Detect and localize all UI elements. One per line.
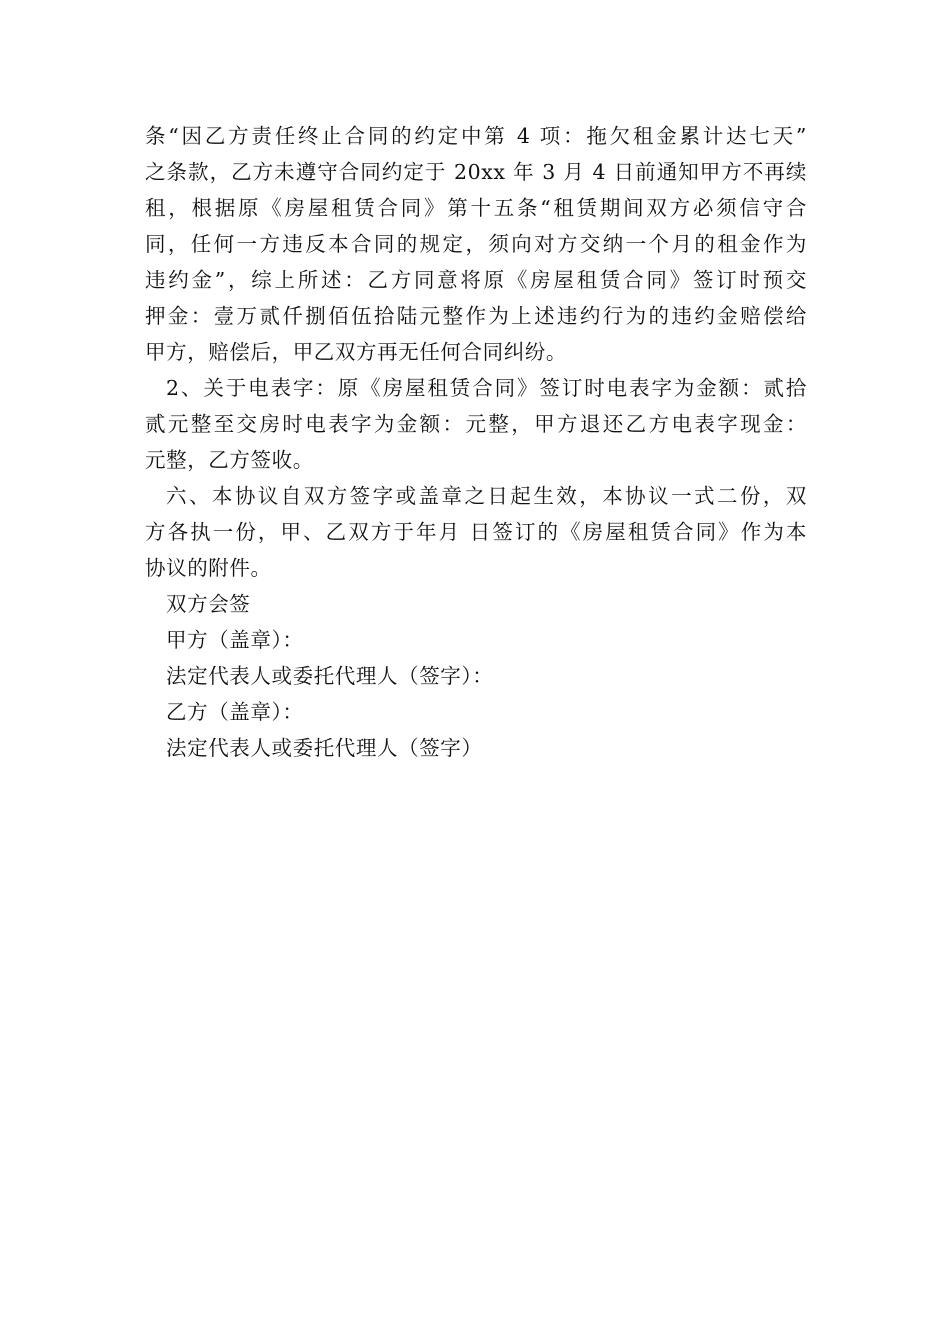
text-line: 之条款，乙方未遵守合同约定于 20xx 年 3 月 4 日前通知甲方不再续 bbox=[145, 160, 807, 184]
text-line: 六、本协议自双方签字或盖章之日起生效，本协议一式二份，双 bbox=[166, 484, 807, 508]
party-a-seal-label: 甲方（盖章）： bbox=[166, 628, 304, 652]
document-page bbox=[145, 118, 807, 766]
signature-block bbox=[145, 586, 807, 766]
party-a-representative-label: 法定代表人或委托代理人（签字）： bbox=[166, 664, 494, 688]
paragraph-penalty-clause bbox=[145, 118, 807, 370]
text-line: 方各执一份，甲、乙双方于年月 日签订的《房屋租赁合同》作为本 bbox=[145, 520, 807, 544]
text-line: 2、关于电表字：原《房屋租赁合同》签订时电表字为金额：贰拾 bbox=[166, 376, 807, 400]
text-line: 元整，乙方签收。 bbox=[145, 448, 314, 472]
text-line: 甲方，赔偿后，甲乙双方再无任何合同纠纷。 bbox=[145, 340, 567, 364]
party-b-representative-label: 法定代表人或委托代理人（签字） bbox=[166, 736, 483, 760]
party-b-seal-label: 乙方（盖章）： bbox=[166, 700, 304, 724]
signature-heading: 双方会签 bbox=[166, 592, 251, 616]
text-line: 贰元整至交房时电表字为金额：元整，甲方退还乙方电表字现金： bbox=[145, 412, 807, 436]
text-line: 违约金”，综上所述：乙方同意将原《房屋租赁合同》签订时预交 bbox=[145, 268, 807, 292]
text-line: 协议的附件。 bbox=[145, 556, 272, 580]
text-line: 同，任何一方违反本合同的规定，须向对方交纳一个月的租金作为 bbox=[145, 232, 807, 256]
paragraph-effective-clause bbox=[145, 478, 807, 586]
text-line: 押金：壹万贰仟捌佰伍拾陆元整作为上述违约行为的违约金赔偿给 bbox=[145, 304, 807, 328]
text-line: 条“因乙方责任终止合同的约定中第 4 项：拖欠租金累计达七天” bbox=[145, 124, 807, 148]
paragraph-electric-meter bbox=[145, 370, 807, 478]
text-line: 租，根据原《房屋租赁合同》第十五条“租赁期间双方必须信守合 bbox=[145, 196, 807, 220]
